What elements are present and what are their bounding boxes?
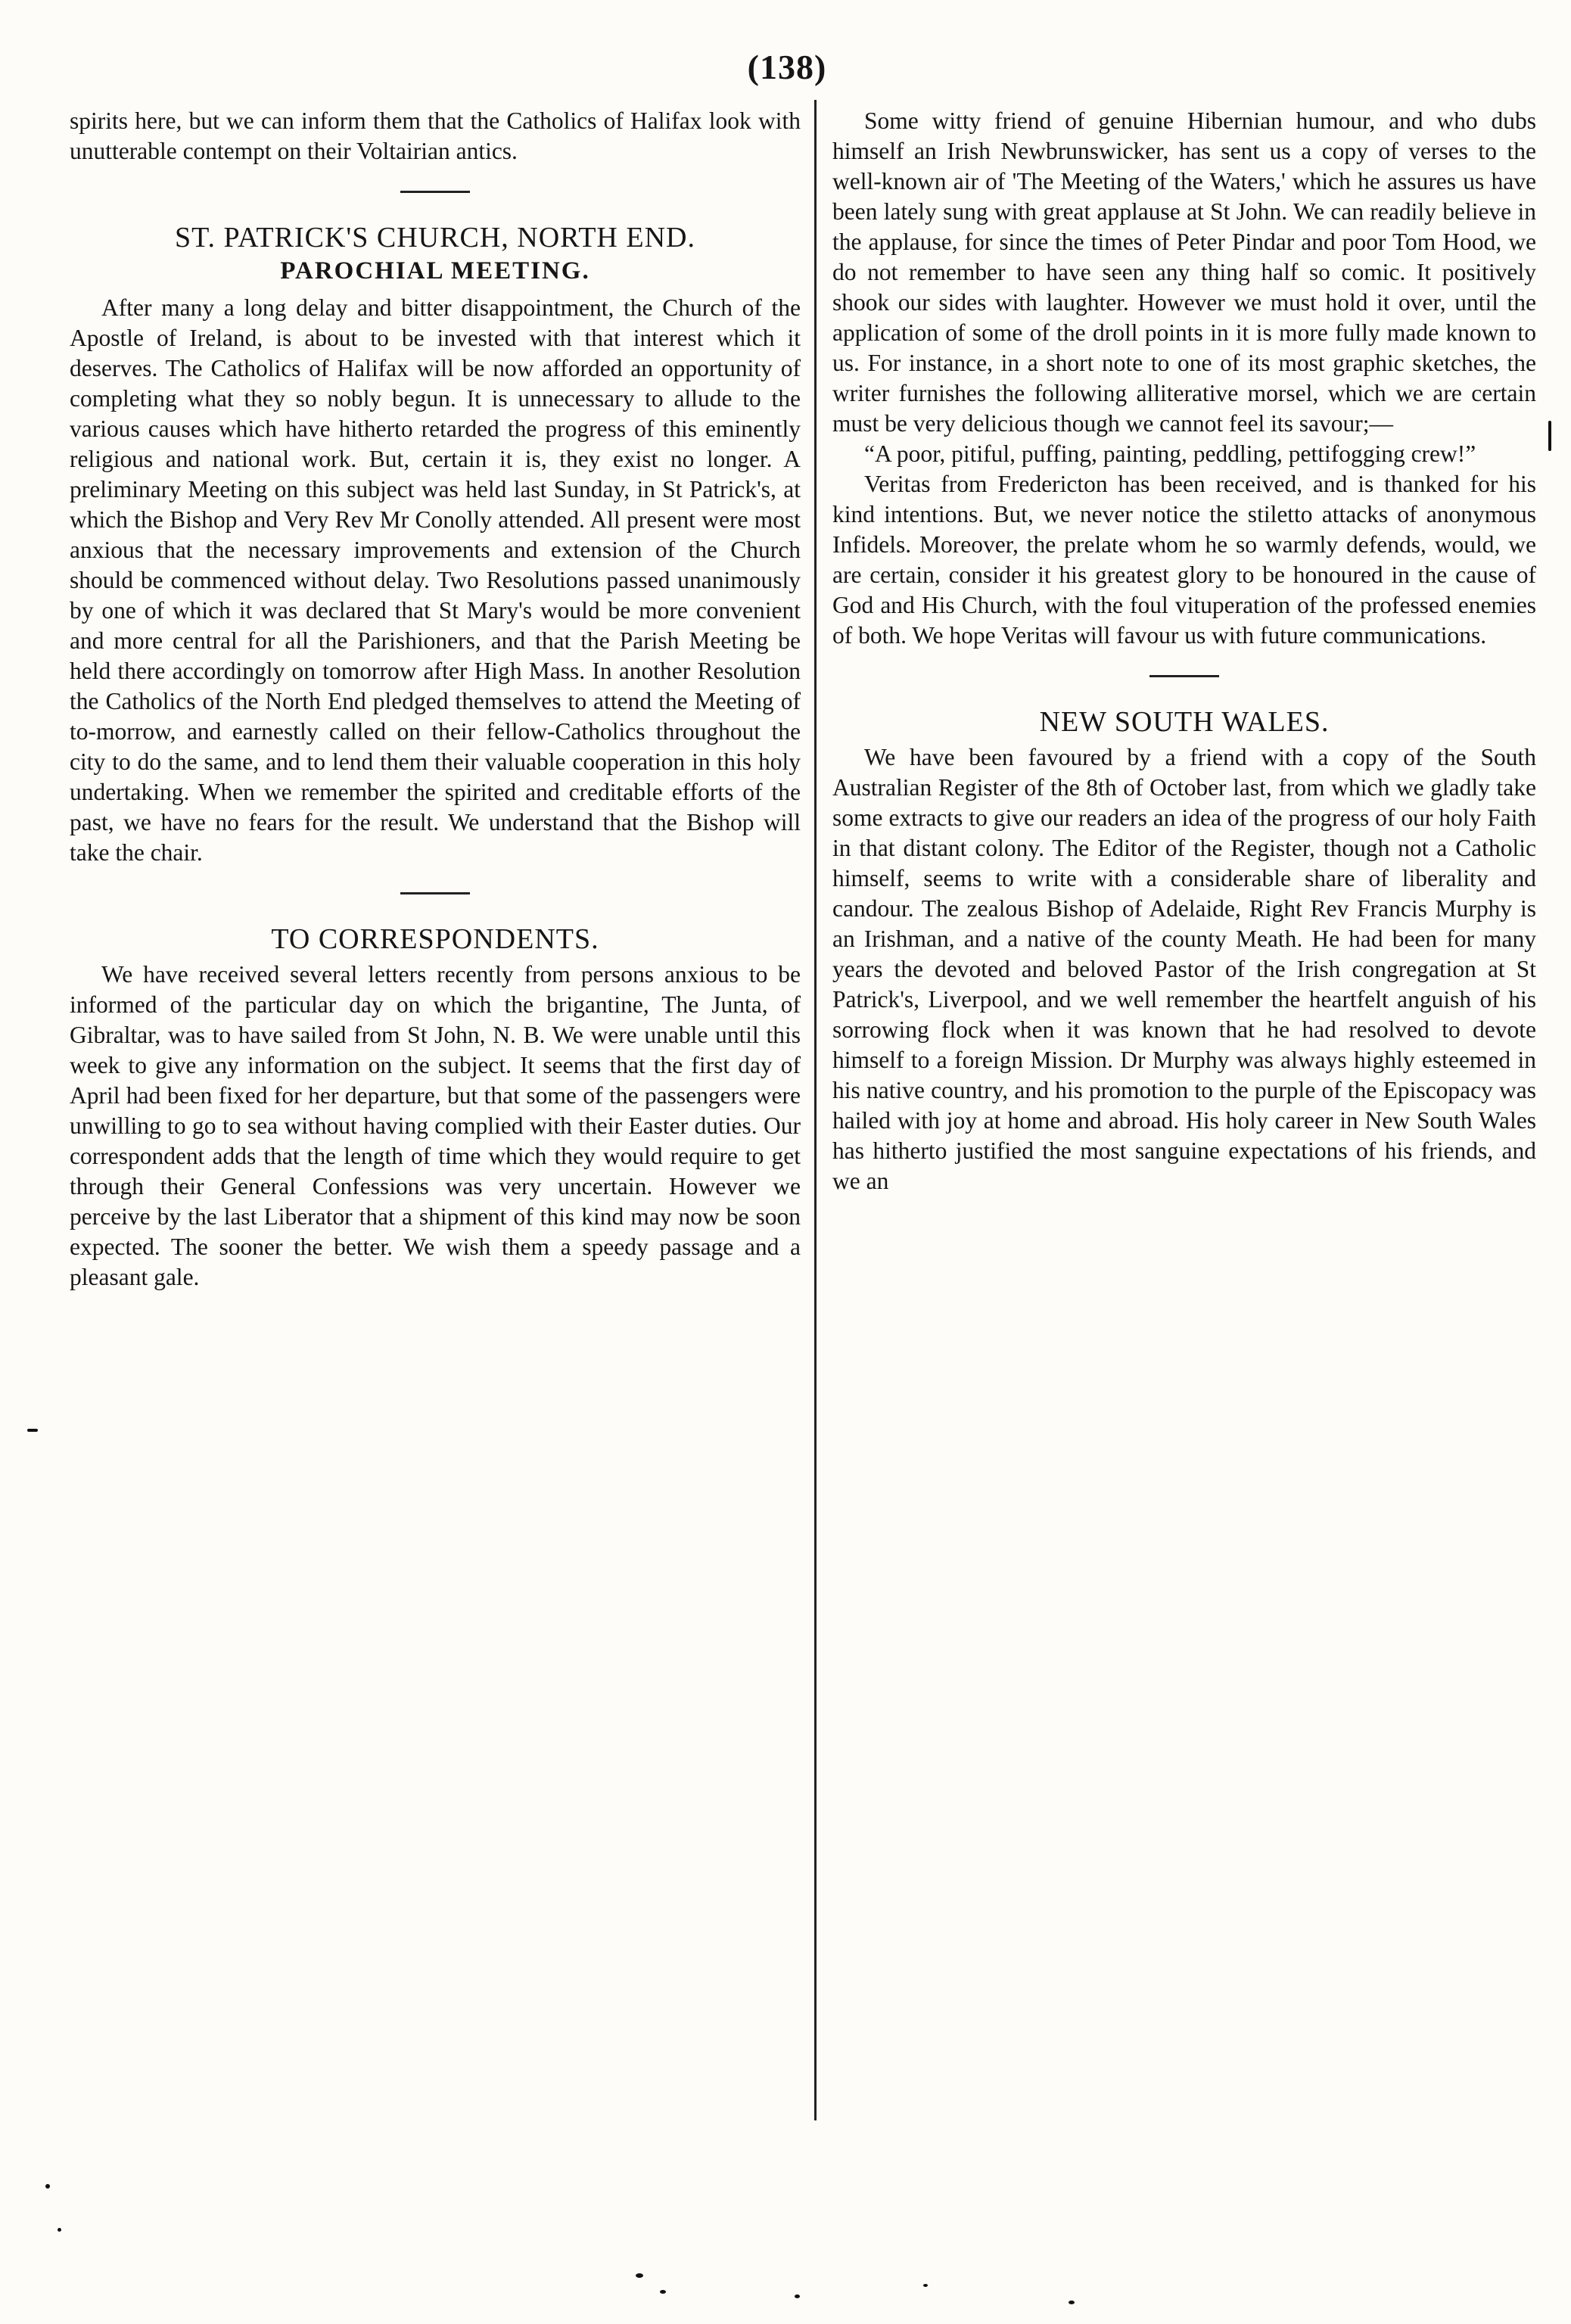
section-rule bbox=[400, 191, 470, 193]
scan-speck bbox=[58, 2228, 61, 2232]
article-body-st-patricks: After many a long delay and bitter disappointment, the Church of the Apostle of Ireland, is about to be invested with that interest which it deserves. The Catholics of Halifax will be now afforded an opportunity of completing what they so nobly begun. It is unnecessary to allude to the various causes which have hitherto retarded the progress of this eminently religious and national work. But, certain it is, they exist no longer. A preliminary Meeting on this subject was held last Sunday, in St Patrick's, at which the Bishop and Very Rev Mr Conolly attended. All present were most anxious that the necessary improvements and extension of the Church should be commenced without delay. Two Resolutions passed unanimously by one of which it was declared that St Mary's would be more convenient and more central for all the Parishioners, and that the Parish Meeting be held there accordingly on tomorrow after High Mass. In another Resolution the Catholics of the North End pledged themselves to attend the Meeting of to-morrow, and earnestly called on their fellow-Catholics throughout the city to do the same, and to lend them their valuable cooperation in this holy undertaking. When we remember the spirited and creditable efforts of the past, we have no fears for the result. We understand that the Bishop will take the chair. bbox=[70, 294, 801, 866]
article-headline-st-patricks: ST. PATRICK'S CHURCH, NORTH END. bbox=[175, 222, 695, 254]
scan-speck bbox=[45, 2184, 50, 2189]
scan-speck bbox=[636, 2273, 643, 2278]
quote-alliterative-morsel: “A poor, pitiful, puffing, painting, peddling, pettifogging crew!” bbox=[864, 440, 1476, 467]
article-headline-new-south-wales: NEW SOUTH WALES. bbox=[1039, 706, 1330, 738]
scan-speck bbox=[27, 1429, 38, 1432]
scan-speck bbox=[1548, 421, 1551, 451]
paragraph-irish-newbrunswicker: Some witty friend of genuine Hibernian humour, and who dubs himself an Irish Newbrunswicker, has sent us a copy of verses to the well-known air of 'The Meeting of the Waters,' which he assures us have been lately sung with great applause at St John. We can readily believe in the applause, for since the times of Peter Pindar and poor Tom Hood, we do not remember to have seen any thing half so comic. It positively shook our sides with laughter. However we must hold it over, until the application of some of the droll points in it is more fully made known to us. For instance, in a short note to one of its most graphic sketches, the writer furnishes the following alliterative morsel, which we are certain must be very delicious though we cannot feel its savour;— bbox=[832, 107, 1536, 437]
continuation-paragraph: spirits here, but we can inform them that the Catholics of Halifax look with unutterable contempt on their Voltairian antics. bbox=[70, 107, 801, 164]
paragraph-veritas: Veritas from Fredericton has been received, and is thanked for his kind intentions. But, we never notice the stiletto attacks of anonymous Infidels. Moreover, the prelate whom he so warmly defends, would, we are certain, consider it his greatest glory to be honoured in the cause of God and His Church, with the foul vituperation of the professed enemies of both. We hope Veritas will favour us with future communications. bbox=[832, 471, 1536, 649]
column-divider bbox=[814, 100, 817, 2120]
page-number: (138) bbox=[747, 48, 827, 86]
left-column bbox=[70, 106, 801, 1293]
right-column bbox=[832, 106, 1536, 1196]
scan-speck bbox=[795, 2294, 800, 2298]
scan-speck bbox=[1069, 2301, 1075, 2304]
article-headline-correspondents: TO CORRESPONDENTS. bbox=[271, 923, 599, 955]
scan-speck bbox=[923, 2284, 928, 2287]
section-rule bbox=[1149, 675, 1219, 677]
section-rule bbox=[400, 892, 470, 894]
article-body-correspondents: We have received several letters recently from persons anxious to be informed of the particular day on which the brigantine, The Junta, of Gibraltar, was to have sailed from St John, N. B. We were unable until this week to give any information on the subject. It seems that the first day of April had been fixed for her departure, but that some of the passengers were unwilling to go to sea without having complied with their Easter duties. Our correspondent adds that the length of time which they would require to get through their General Confessions was very uncertain. However we perceive by the last Liberator that a shipment of this kind may now be soon expected. The sooner the better. We wish them a speedy passage and a pleasant gale. bbox=[70, 961, 801, 1290]
article-subheadline-parochial-meeting: PAROCHIAL MEETING. bbox=[280, 257, 590, 285]
scan-speck bbox=[660, 2290, 666, 2294]
article-body-new-south-wales: We have been favoured by a friend with a copy of the South Australian Register of the 8th of October last, from which we gladly take some extracts to give our readers an idea of the progress of our holy Faith in that distant colony. The Editor of the Register, though not a Catholic himself, seems to write with a considerable share of liberality and candour. The zealous Bishop of Adelaide, Right Rev Francis Murphy is an Irishman, and a native of the county Meath. He had been for many years the devoted and beloved Pastor of the Irish congregation at St Patrick's, Liverpool, and we well remember the heartfelt anguish of his sorrowing flock when it was known that he had resolved to devote himself to a foreign Mission. Dr Murphy was always highly esteemed in his native country, and his promotion to the purple of the Episcopacy was hailed with joy at home and abroad. His holy career in New South Wales has hitherto justified the most sanguine expectations of his friends, and we an bbox=[832, 744, 1536, 1194]
